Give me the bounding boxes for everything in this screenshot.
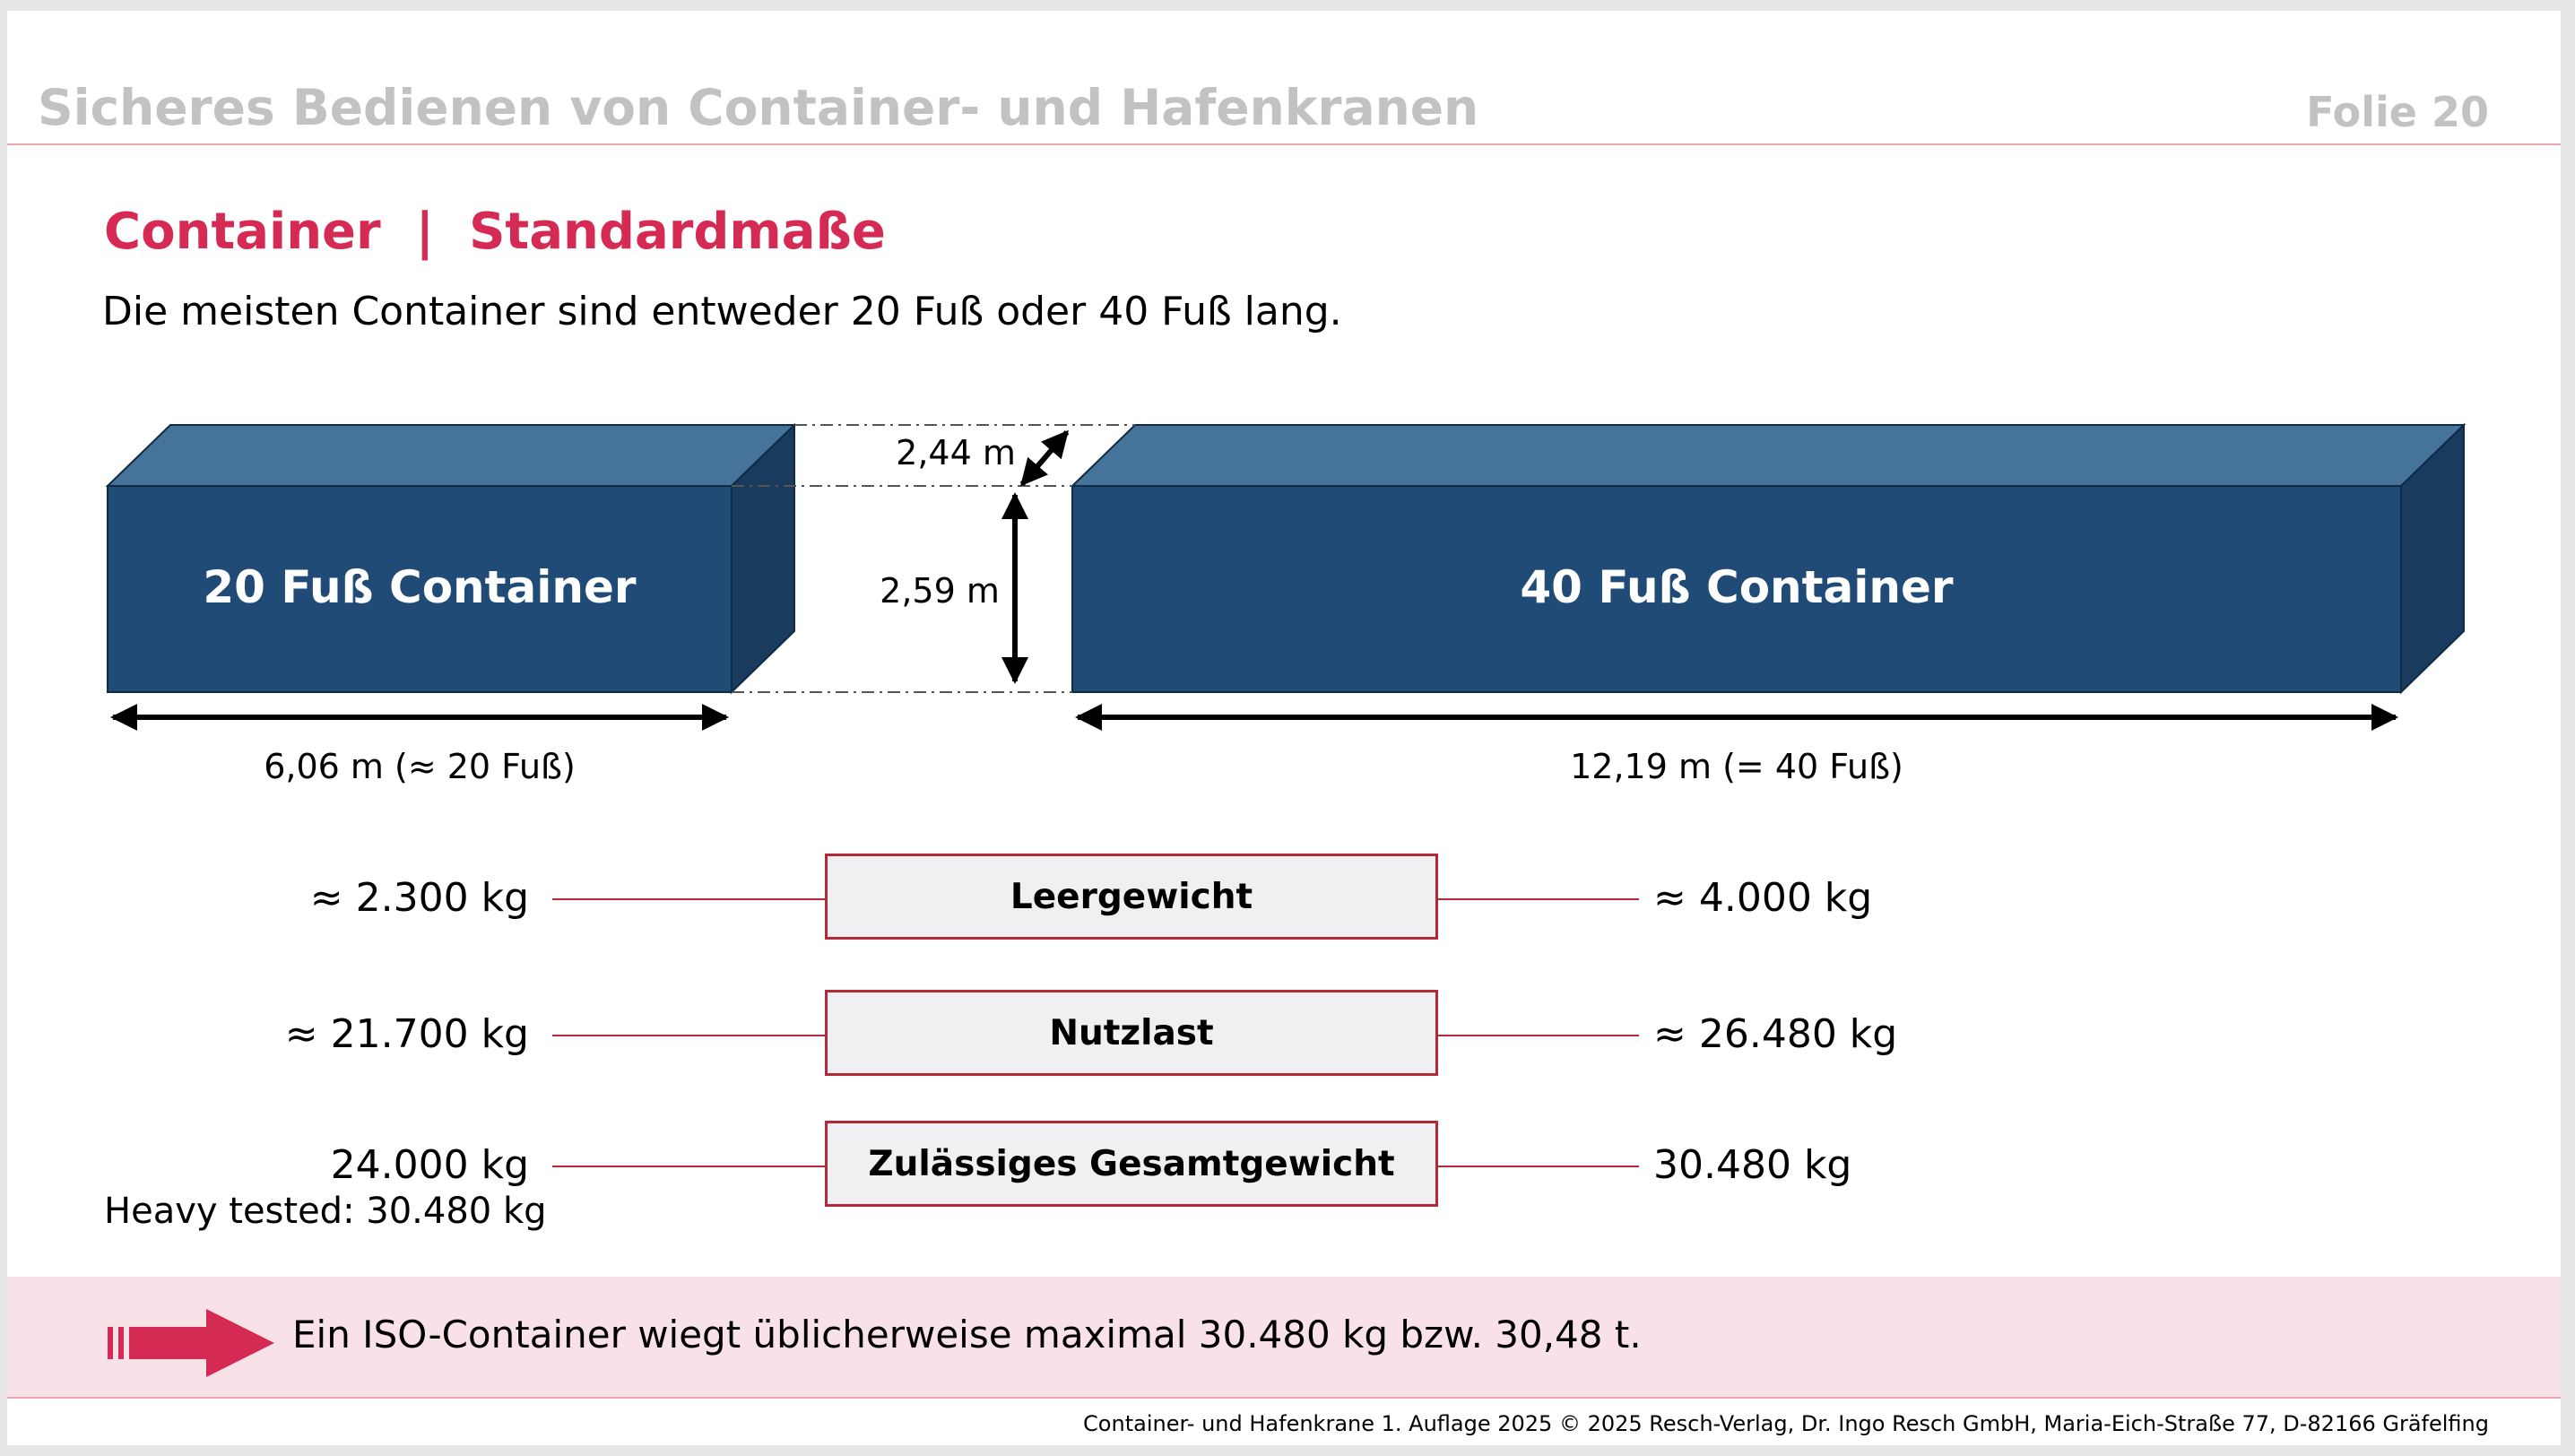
heavy-tested-note: Heavy tested: 30.480 kg: [104, 1191, 547, 1232]
slide-number: Folie 20: [2306, 88, 2489, 136]
slide-heading: Container | Standardmaße: [104, 203, 886, 261]
intro-text: Die meisten Container sind entweder 20 Fuß oder 40 Fuß lang.: [102, 289, 1342, 334]
container-20-label: 20 Fuß Container: [203, 561, 637, 613]
connector-line: [552, 1035, 825, 1036]
container-dimensions-diagram: [7, 11, 2561, 818]
callout-banner: [7, 1277, 2561, 1397]
connector-line: [1438, 1166, 1639, 1167]
weight-category-box: Zulässiges Gesamtgewicht: [825, 1121, 1438, 1207]
weight-category-box: Nutzlast: [825, 990, 1438, 1076]
container-40-label: 40 Fuß Container: [1520, 561, 1954, 613]
weight-40-value: ≈ 4.000 kg: [1653, 875, 1873, 921]
weight-category-box: Leergewicht: [825, 854, 1438, 940]
weight-40-value: ≈ 26.480 kg: [1653, 1011, 1898, 1057]
weight-20-value: 24.000 kg: [330, 1142, 529, 1188]
length-40-label: 12,19 m (= 40 Fuß): [1570, 747, 1903, 786]
width-arrow: [1022, 432, 1067, 484]
container-20-ft: [108, 425, 794, 692]
weight-40-value: 30.480 kg: [1653, 1142, 1852, 1188]
container-40-ft: [1072, 425, 2464, 692]
slide: [7, 11, 2561, 1445]
width-label: 2,44 m: [896, 433, 1016, 472]
connector-line: [1438, 1035, 1639, 1036]
weight-20-value: ≈ 21.700 kg: [284, 1011, 529, 1057]
connector-line: [1438, 898, 1639, 900]
callout-text: Ein ISO-Container wiegt üblicherweise maximal 30.480 kg bzw. 30,48 t.: [292, 1313, 1642, 1356]
presentation-title: Sicheres Bedienen von Container- und Hafenkranen: [38, 79, 1479, 136]
connector-line: [552, 898, 825, 900]
height-label: 2,59 m: [880, 571, 1000, 611]
footer-divider: [7, 1397, 2561, 1399]
container-20-top: [108, 425, 794, 486]
connector-line: [552, 1166, 825, 1167]
arrow-right-icon: [108, 1309, 278, 1377]
footer-copyright: Container- und Hafenkrane 1. Auflage 2025 © 2025 Resch-Verlag, Dr. Ingo Resch GmbH, Maria-Eich-Straße 77, D-82166 Gräfelfing: [1083, 1411, 2489, 1436]
container-40-top: [1072, 425, 2464, 486]
length-20-label: 6,06 m (≈ 20 Fuß): [264, 747, 576, 786]
weight-20-value: ≈ 2.300 kg: [309, 875, 529, 921]
